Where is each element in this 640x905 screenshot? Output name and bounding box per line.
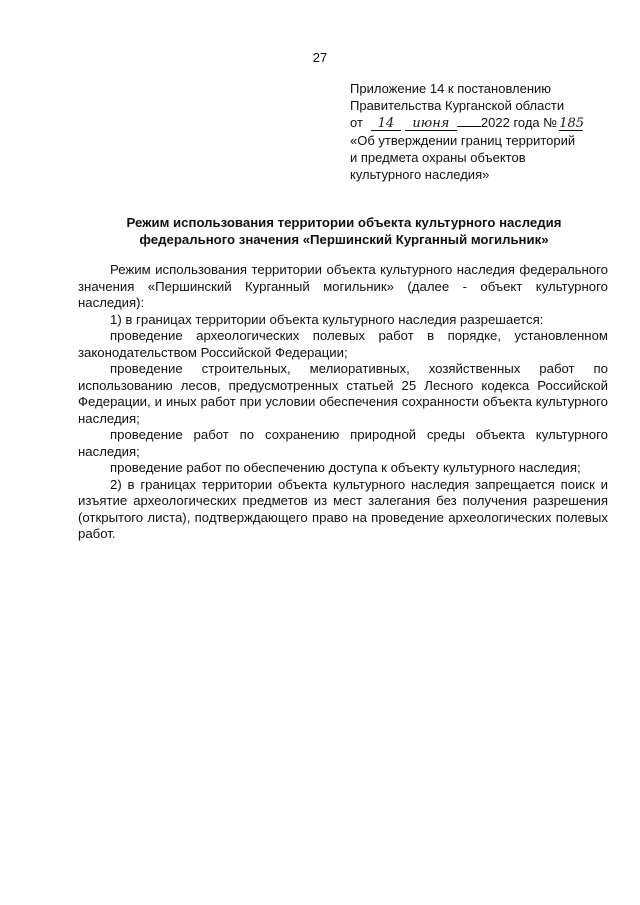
appendix-date-line: [350, 114, 620, 131]
paragraph: проведение строительных, мелиоративных, хозяйственных работ по использованию лесов, предусмотренных статьей 25 Лесного кодекса Российской Федерации, и иных работ при условии обеспечения сохранности объекта культурного наследия;: [78, 361, 608, 426]
appendix-line-2: Правительства Курганской области: [350, 98, 565, 114]
page-number: 27: [312, 50, 328, 65]
document-body: [78, 262, 608, 543]
appendix-line-5: и предмета охраны объектов: [350, 149, 526, 165]
appendix-line-6: культурного наследия»: [350, 167, 490, 183]
title-line-1: Режим использования территории объекта культурного наследия: [126, 215, 562, 230]
appendix-line-4: «Об утверждении границ территорий: [350, 132, 576, 148]
handwritten-doc-number: 185: [559, 116, 585, 132]
title-line-2: федерального значения «Першинский Курганный могильник»: [139, 231, 549, 247]
appendix-line-1: Приложение 14 к постановлению: [350, 81, 552, 96]
date-prefix: от: [350, 115, 363, 131]
paragraph: 1) в границах территории объекта культурного наследия разрешается:: [110, 311, 544, 327]
date-year-text: 2022 года №: [480, 115, 558, 131]
paragraph: 2) в границах территории объекта культурного наследия запрещается поиск и изъятие археологических предметов из мест залегания без получения разрешения (открытого листа), подтверждающего право на проведение археологических полевых работ.: [78, 476, 608, 541]
paragraph: Режим использования территории объекта культурного наследия федерального значения «Першинский Курганный могильник» (далее - объект культурного наследия):: [78, 262, 608, 310]
handwritten-month: июня: [405, 117, 457, 131]
paragraph: проведение археологических полевых работ в порядке, установленном законодательством Российской Федерации;: [78, 328, 608, 360]
date-blank-underline: [457, 114, 481, 127]
appendix-header: [350, 80, 620, 183]
document-title: [78, 215, 610, 248]
paragraph: проведение работ по обеспечению доступа к объекту культурного наследия;: [110, 460, 581, 475]
paragraph: проведение работ по сохранению природной среды объекта культурного наследия;: [78, 427, 608, 459]
handwritten-day: 14: [371, 117, 401, 131]
